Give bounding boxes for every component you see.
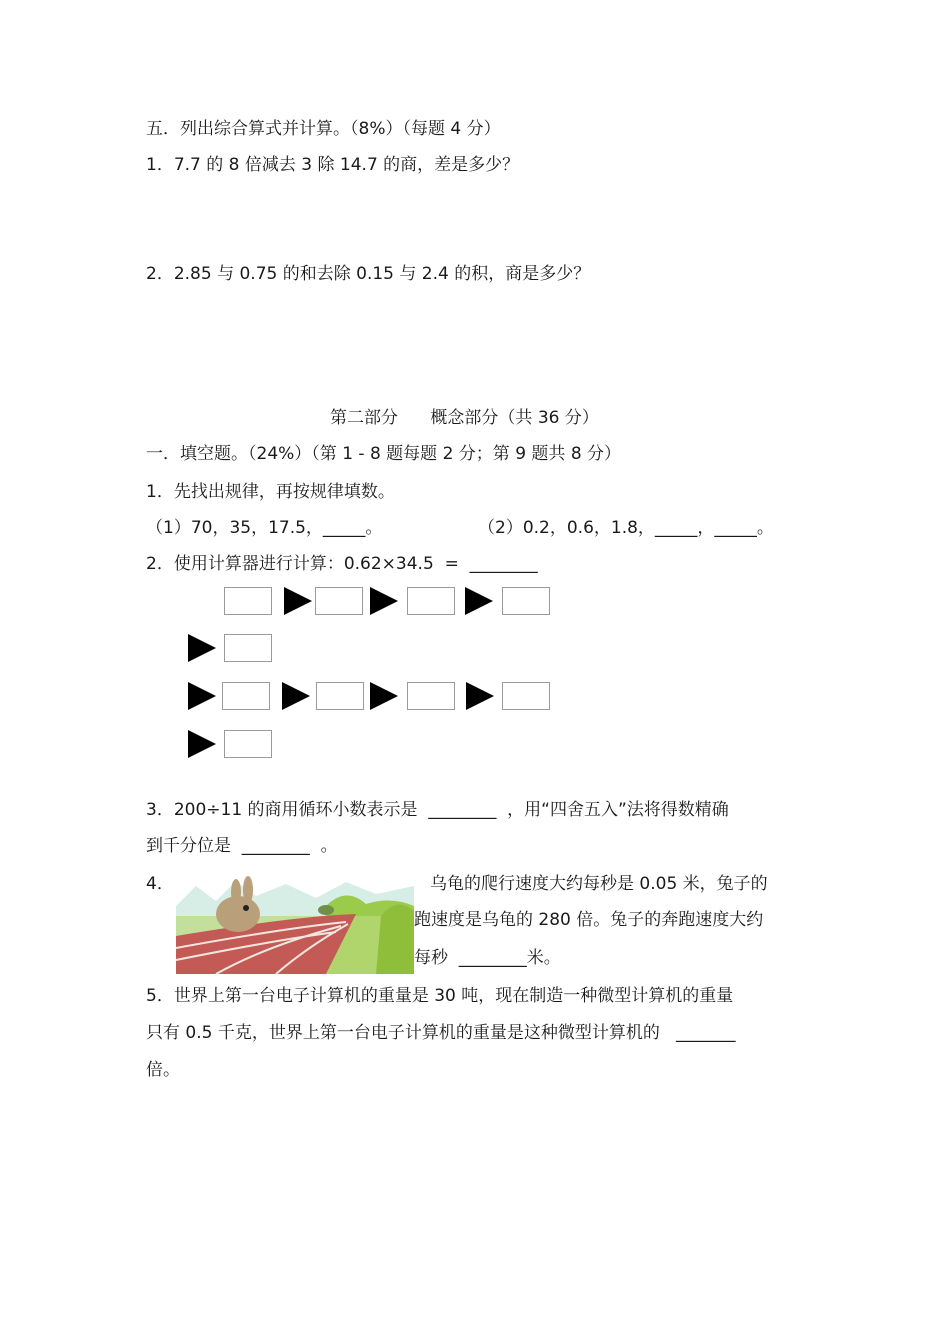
question-4-line-3: 每秒 ________米。	[414, 948, 561, 968]
question-5-line-1: 5．世界上第一台电子计算机的重量是 30 吨，现在制造一种微型计算机的重量	[146, 986, 734, 1006]
input-box	[224, 634, 272, 662]
input-box	[502, 682, 550, 710]
part2-title: 第二部分 概念部分（共 36 分）	[330, 408, 599, 428]
question-4-line-1: 乌龟的爬行速度大约每秒是 0.05 米，兔子的	[430, 874, 768, 894]
question-4-line-2: 跑速度是乌龟的 280 倍。兔子的奔跑速度大约	[414, 910, 764, 930]
question-5-line-2: 只有 0.5 千克，世界上第一台电子计算机的重量是这种微型计算机的 _______	[146, 1023, 736, 1043]
question-1b: （2）0.2，0.6，1.8，_____，_____。	[478, 518, 774, 538]
fill-blank-heading: 一．填空题。（24%）（第 1 - 8 题每题 2 分；第 9 题共 8 分）	[146, 444, 622, 464]
question-3-line-2: 到千分位是 ________ 。	[146, 836, 338, 856]
input-box	[222, 682, 270, 710]
arrow-icon	[188, 634, 216, 662]
section5-question-2: 2．2.85 与 0.75 的和去除 0.15 与 2.4 的积，商是多少？	[146, 264, 591, 284]
question-3-line-1: 3．200÷11 的商用循环小数表示是 ________ ，用“四舍五入”法将得数精确	[146, 800, 729, 820]
question-2: 2．使用计算器进行计算：0.62×34.5 = ________	[146, 554, 538, 574]
arrow-icon	[370, 682, 398, 710]
section5-question-1: 1．7.7 的 8 倍减去 3 除 14.7 的商，差是多少？	[146, 155, 520, 175]
question-1: 1．先找出规律，再按规律填数。	[146, 482, 395, 502]
arrow-icon	[466, 682, 494, 710]
arrow-icon	[284, 587, 312, 615]
question-1a: （1）70，35，17.5，_____。	[146, 518, 383, 538]
input-box	[224, 587, 272, 615]
arrow-icon	[370, 587, 398, 615]
arrow-icon	[282, 682, 310, 710]
arrow-icon	[465, 587, 493, 615]
section5-heading: 五．列出综合算式并计算。（8%）（每题 4 分）	[146, 119, 501, 139]
input-box	[407, 682, 455, 710]
input-box	[407, 587, 455, 615]
question-5-line-3: 倍。	[146, 1060, 180, 1080]
question-4-number: 4．	[146, 874, 174, 894]
arrow-icon	[188, 730, 216, 758]
rabbit-race-illustration	[176, 876, 414, 974]
input-box	[316, 682, 364, 710]
input-box	[224, 730, 272, 758]
input-box	[502, 587, 550, 615]
input-box	[315, 587, 363, 615]
arrow-icon	[188, 682, 216, 710]
